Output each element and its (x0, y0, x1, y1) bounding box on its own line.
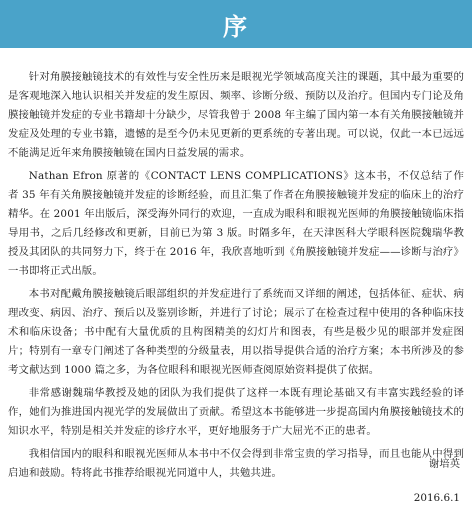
author-name: 谢培英 (428, 458, 460, 470)
preface-body (8, 68, 464, 487)
paragraph-2: Nathan Efron 原著的《CONTACT LENS COMPLICATIONS》这本书，不仅总结了作者 35 年有关角膜接触镜并发症的诊断经验，而且汇集了作者在角膜接触镜并发症的临床上的治疗精华。在 2001 年出版后，深受海外同行的欢迎，一直成为眼科和眼视光医师的角膜接触镜临床指导用书，之后几经修改和更新，目前已为第 3 版。时隔多年，在天津医科大学眼科医院魏瑞华教授及其团队的共同努力下，终于在 2016 年，我欣喜地听到《角膜接触镜并发症——诊断与治疗》一书即将正式出版。 (8, 170, 464, 277)
paragraph-3: 本书对配戴角膜接触镜后眼部组织的并发症进行了系统而又详细的阐述，包括体征、症状、病理改变、病因、治疗、预后以及鉴别诊断，并进行了讨论；展示了在检查过程中使用的各种临床技术和临床设备；书中配有大量优质的且构图精美的幻灯片和图表，有些是极少见的眼部并发症图片；特别有一章专门阐述了各种类型的分级量表，用以指导提供合适的治疗方案；本书所涉及的参考文献达到 1000 篇之多，为各位眼科和眼视光医师查阅原始资料提供了依据。 (8, 288, 464, 376)
page-title: 序 (223, 12, 249, 41)
paragraph-4: 非常感谢魏瑞华教授及她的团队为我们提供了这样一本既有理论基础又有丰富实践经验的译作，她们为推进国内视光学的发展做出了贡献。希望这本书能够进一步提高国内角膜接触镜技术的知识水平，特别是相关并发症的诊疗水平，更好地服务于广大屈光不正的患者。 (8, 387, 464, 437)
header-band (0, 0, 472, 48)
paragraph-5: 我相信国内的眼科和眼视光医师从本书中不仅会得到非常宝贵的学习指导，而且也能从中得到启迪和鼓励。特将此书推荐给眼视光同道中人，共勉共进。 (8, 448, 464, 479)
paragraph-1: 针对角膜接触镜技术的有效性与安全性历来是眼视光学领域高度关注的课题，其中最为重要的是客观地深入地认识相关并发症的发生原因、频率、诊断分级、预防以及治疗。但国内专门论及角膜接触镜并发症的专业书籍却十分缺少，尽管我曾于 2008 年主编了国内第一本有关角膜接触镜并发症及处理的专业书籍，遗憾的是至今仍未见更新的更系统的专著出现。可以说，仅此一本已远远不能满足近年来角膜接触镜在国内日益发展的需求。 (8, 71, 464, 159)
signature-date: 2016.6.1 (413, 492, 460, 504)
